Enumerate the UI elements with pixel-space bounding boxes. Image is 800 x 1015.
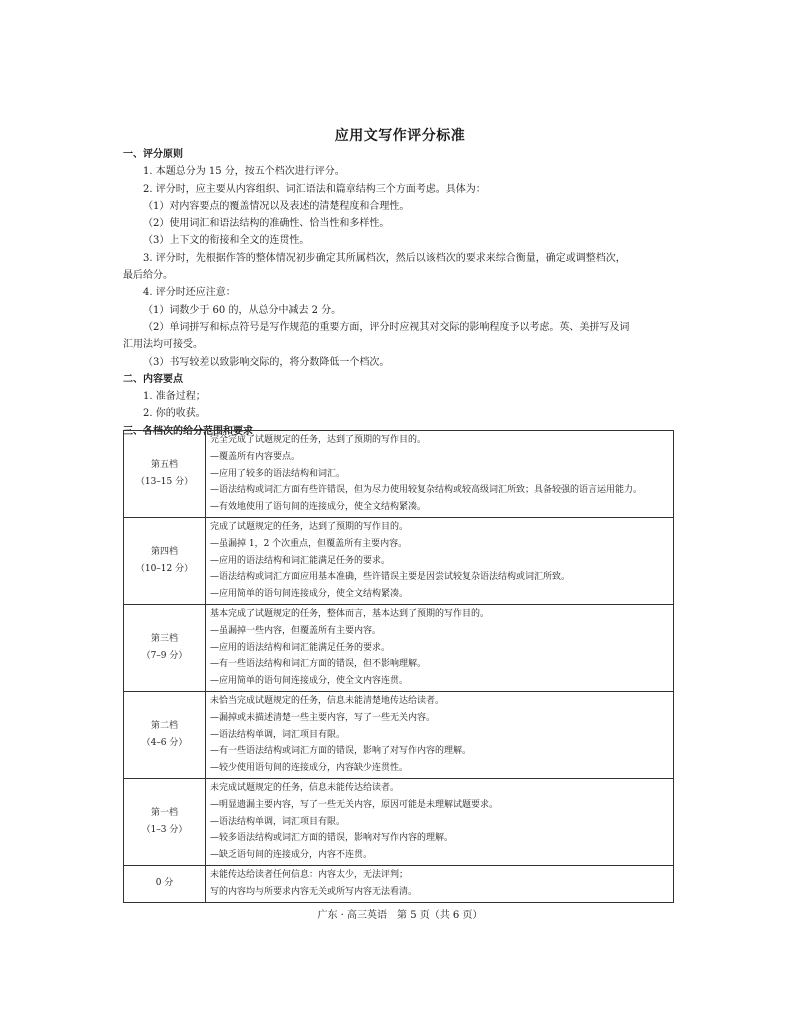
grade-criterion-line: 写的内容均与所要求内容无关或所写内容无法看清。 (210, 886, 418, 897)
grade-criterion-line: —应用简单的语句间连接成分，使全文内容连贯。 (210, 676, 409, 687)
grade-level-cell (124, 431, 206, 518)
grade-criterion-line: —虽漏掉一些内容，但覆盖所有主要内容。 (210, 625, 382, 636)
grade-criterion-line: —语法结构单调，词汇项目有限。 (210, 729, 346, 740)
grade-criterion-line: —有一些语法结构或词汇方面的错误，影响了对写作内容的理解。 (210, 746, 472, 757)
grade-level-range: （4–6 分） (141, 737, 188, 748)
grade-level-name: 第二档 (150, 720, 178, 731)
principle-3-line-2: 最后给分。 (123, 270, 173, 282)
section-heading-grade-bands: 三、各档次的给分范围和要求 (123, 425, 253, 437)
grade-criterion-line: —应用的语法结构和词汇能满足任务的要求。 (210, 555, 391, 566)
grade-level-name: 第三档 (150, 633, 178, 644)
grade-description-cell (206, 778, 674, 865)
principle-2-sub-1: （1）对内容要点的覆盖情况以及表述的清楚程度和合理性。 (143, 200, 410, 212)
section-heading-principles: 一、评分原则 (123, 149, 183, 160)
grade-level-cell (124, 691, 206, 778)
grade-criterion-line: 完成了试题规定的任务，达到了预期的写作目的。 (210, 521, 409, 532)
grade-level-cell (124, 604, 206, 691)
grade-level-cell (124, 865, 206, 902)
grade-criterion-line: —语法结构或词汇方面应用基本准确，些许错误主要是因尝试较复杂语法结构或词汇所致。 (210, 572, 571, 583)
grade-description-cell (206, 604, 674, 691)
grade-level-range: （10–12 分） (135, 563, 194, 574)
grade-criterion-line: 未能传达给读者任何信息：内容太少，无法评判； (210, 869, 409, 880)
grade-criterion-line: —较多语法结构或词汇方面的错误，影响对写作内容的理解。 (210, 833, 454, 844)
grade-row (124, 691, 674, 778)
principle-4-sub-1: （1）词数少于 60 的，从总分中减去 2 分。 (143, 304, 342, 316)
grade-criterion-line: —应用了较多的语法结构和词汇。 (210, 468, 346, 479)
grade-criterion-line: —语法结构或词汇方面有些许错误，但为尽力使用较复杂结构或较高级词汇所致；具备较强的语言运用能力。 (210, 485, 643, 496)
grade-criterion-line: —语法结构单调，词汇项目有限。 (210, 816, 346, 827)
principle-3-line-1: 3. 评分时，先根据作答的整体情况初步确定其所属档次，然后以该档次的要求来综合衡量，确定或调整档次， (143, 252, 626, 264)
grade-description-cell (206, 865, 674, 902)
scoring-principles (123, 146, 683, 440)
content-point-2: 2. 你的收获。 (143, 408, 206, 420)
grade-criterion-line: —应用的语法结构和词汇能满足任务的要求。 (210, 642, 391, 653)
grade-level-cell (124, 778, 206, 865)
page-title: 应用文写作评分标准 (334, 128, 466, 144)
grade-criterion-line: 基本完成了试题规定的任务，整体而言，基本达到了预期的写作目的。 (210, 608, 490, 619)
principle-1: 1. 本题总分为 15 分，按五个档次进行评分。 (143, 166, 345, 178)
page-footer: 广东 · 高三英语 第 5 页（共 6 页） (317, 910, 483, 921)
grade-criterion-line: 完全完成了试题规定的任务，达到了预期的写作目的。 (210, 435, 427, 445)
grade-criterion-line: 未恰当完成试题规定的任务，信息未能清楚地传达给读者。 (210, 695, 445, 706)
section-heading-content-points: 二、内容要点 (123, 373, 183, 385)
grade-description-cell (206, 691, 674, 778)
grade-criterion-line: 未完成试题规定的任务，信息未能传达给读者。 (210, 782, 400, 793)
grade-description-cell (206, 431, 674, 518)
grade-description-cell (206, 517, 674, 604)
principle-4-sub-2-line-2: 汇用法均可接受。 (123, 339, 203, 351)
grade-level-name: 第四档 (150, 546, 178, 557)
grade-criterion-line: —应用简单的语句间连接成分，使全文结构紧凑。 (210, 589, 409, 600)
principle-4: 4. 评分时还应注意： (143, 287, 236, 299)
grade-criterion-line: —较少使用语句间的连接成分，内容缺少连贯性。 (210, 763, 409, 774)
content-point-1: 1. 准备过程； (143, 391, 206, 403)
grade-criterion-line: —有效地使用了语句间的连接成分，使全文结构紧凑。 (210, 502, 427, 513)
grade-level-name: 0 分 (155, 878, 174, 889)
grade-criterion-line: —漏掉或未描述清楚一些主要内容，写了一些无关内容。 (210, 712, 436, 723)
principle-2-sub-2: （2）使用词汇和语法结构的准确性、恰当性和多样性。 (143, 218, 390, 230)
grade-criterion-line: —明显遗漏主要内容，写了一些无关内容，原因可能是未理解试题要求。 (210, 799, 499, 810)
grade-row (124, 778, 674, 865)
grade-criterion-line: —缺乏语句间的连接成分，内容不连贯。 (210, 850, 373, 861)
principle-4-sub-3: （3）书写较差以致影响交际的，将分数降低一个档次。 (143, 356, 390, 368)
grade-level-range: （13–15 分） (135, 476, 194, 487)
principle-4-sub-2-line-1: （2）单词拼写和标点符号是写作规范的重要方面，评分时应视其对交际的影响程度予以考虑。英、美拼写及词 (143, 321, 630, 333)
grade-level-cell (124, 517, 206, 604)
grade-criterion-line: —覆盖所有内容要点。 (210, 451, 301, 462)
grade-criterion-line: —有一些语法结构和词汇方面的错误，但不影响理解。 (210, 659, 427, 670)
grade-criterion-line: —虽漏掉 1，2 个次重点，但覆盖所有主要内容。 (210, 538, 408, 549)
grade-row (124, 865, 674, 902)
grade-band-table (123, 430, 674, 903)
grade-level-name: 第五档 (150, 459, 178, 470)
grade-level-name: 第一档 (150, 807, 178, 818)
grade-level-range: （1–3 分） (141, 824, 188, 835)
principle-2-sub-3: （3）上下文的衔接和全文的连贯性。 (143, 235, 310, 247)
grade-level-range: （7–9 分） (141, 650, 188, 661)
grade-row (124, 604, 674, 691)
principle-2: 2. 评分时，应主要从内容组织、词汇语法和篇章结构三个方面考虑。具体为： (143, 183, 486, 195)
grade-row (124, 517, 674, 604)
grade-row (124, 431, 674, 518)
